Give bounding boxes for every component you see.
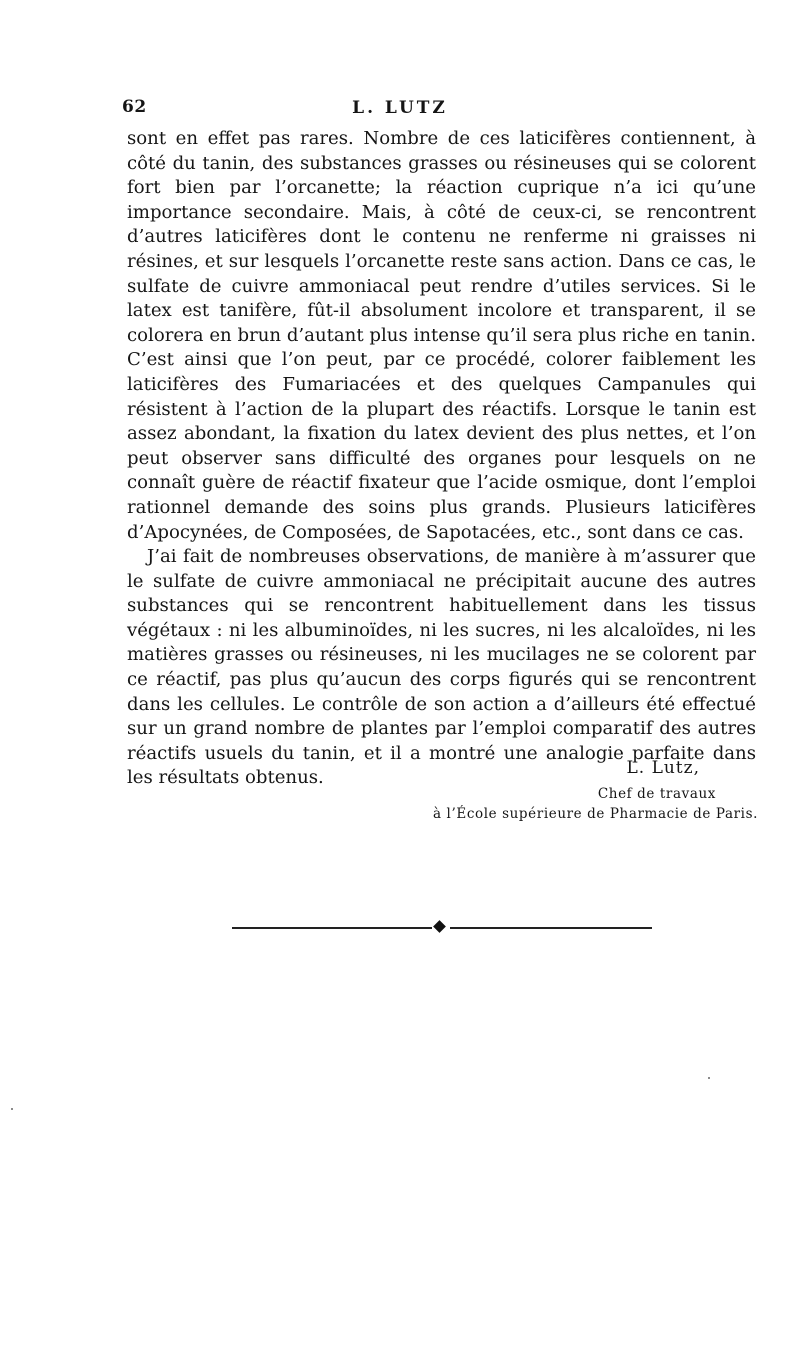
ornament-rule-left <box>232 927 432 929</box>
body-text <box>127 127 756 791</box>
signature-title: Chef de travaux <box>597 786 716 802</box>
scan-speck <box>11 1108 13 1110</box>
paragraph-1: sont en effet pas rares. Nombre de ces laticifères contiennent, à côté du tanin, des substances grasses ou résineuses qui se colorent fort bien par l’orcanette; la réaction cuprique n’a ici qu’une importance secondaire. Mais, à côté de ceux-ci, se rencontrent d’autres laticifères dont le contenu ne renferme ni graisses ni résines, et sur lesquels l’orcanette reste sans action. Dans ce cas, le sulfate de cuivre ammoniacal peut rendre d’utiles services. Si le latex est tanifère, fût-il absolument incolore et transparent, il se colorera en brun d’autant plus intense qu’il sera plus riche en tanin. C’est ainsi que l’on peut, par ce procédé, colorer faiblement les laticifères des Fumariacées et des quelques Campanules qui résistent à l’action de la plupart des réactifs. Lorsque le tanin est assez abondant, la fixation du latex devient des plus nettes, et l’on peut observer sans difficulté des organes pour lesquels on ne connaît guère de réactif fixateur que l’acide osmique, dont l’emploi rationnel demande des soins plus grands. Plusieurs laticifères d’Apocynées, de Composées, de Sapotacées, etc., sont dans ce cas. <box>127 128 756 543</box>
signature-affiliation: à l’École supérieure de Pharmacie de Paris. <box>433 806 758 822</box>
signature-name: L. Lutz, <box>626 758 700 778</box>
ornament-rule-right <box>450 927 652 929</box>
diamond-rule-ornament-icon <box>232 921 652 935</box>
ornament-diamond-icon <box>433 920 446 933</box>
page-number: 62 <box>122 97 147 117</box>
paragraph-2: J’ai fait de nombreuses observations, de manière à m’assurer que le sulfate de cuivre ammoniacal ne précipitait aucune des autres substances qui se rencontrent habituellement dans les tissus végétaux : ni les albuminoïdes, ni les sucres, ni les alcaloïdes, ni les matières grasses ou résineuses, ni les mucilages ne se colorent par ce réactif, pas plus qu’aucun des corps figurés qui se rencontrent dans les cellules. Le contrôle de son action a d’ailleurs été effectué sur un grand nombre de plantes par l’emploi comparatif des autres réactifs usuels du tanin, et il a montré une analogie parfaite dans les résultats obtenus. <box>127 546 756 789</box>
scan-speck <box>708 1077 710 1079</box>
running-head: L. LUTZ <box>352 98 448 118</box>
